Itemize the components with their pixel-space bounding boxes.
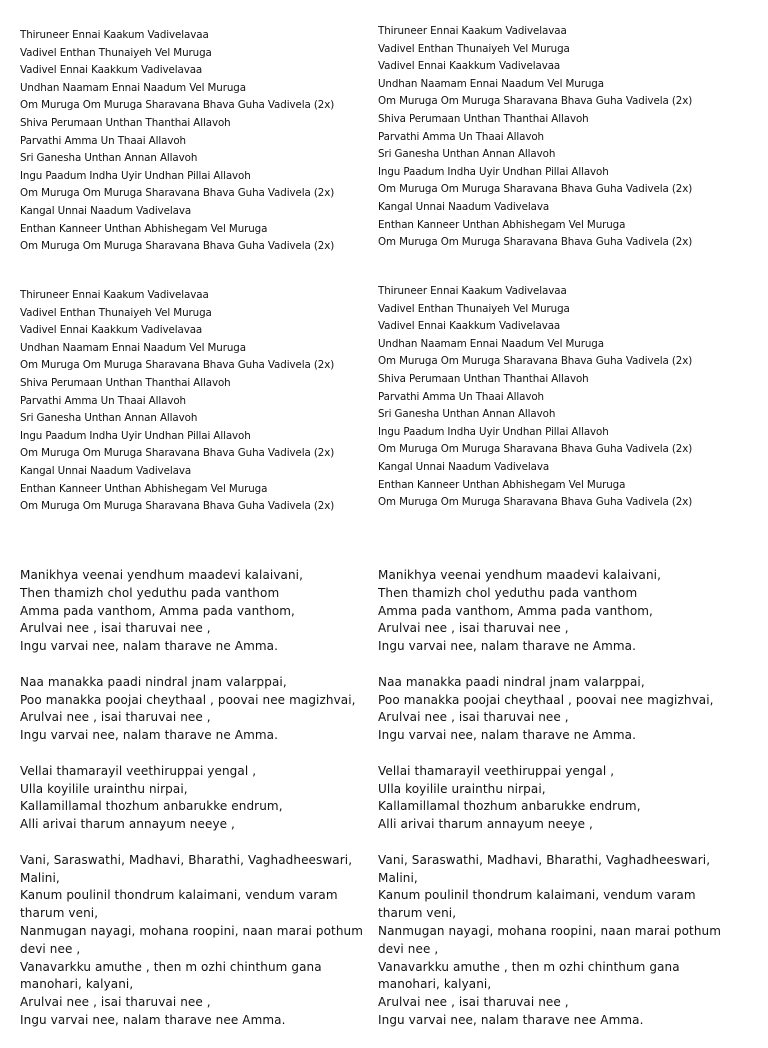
lyric-line: Vadivel Enthan Thunaiyeh Vel Muruga	[20, 46, 212, 59]
lyric-line: Shiva Perumaan Unthan Thanthai Allavoh	[20, 376, 231, 389]
lyric-line: Ingu Paadum Indha Uyir Undhan Pillai Allavoh	[378, 165, 609, 178]
lyric-line: Naa manakka paadi nindral jnam valarppai,	[378, 674, 645, 689]
lyric-line: Om Muruga Om Muruga Sharavana Bhava Guha Vadivela (2x)	[20, 240, 335, 253]
stanza	[20, 763, 385, 834]
lyric-line: Parvathi Amma Un Thaai Allavoh	[378, 130, 544, 143]
lyric-line: Om Muruga Om Muruga Sharavana Bhava Guha Vadivela (2x)	[20, 500, 335, 513]
lyric-line: Malini,	[378, 870, 418, 885]
lyric-line: Enthan Kanneer Unthan Abhishegam Vel Muruga	[378, 478, 626, 491]
lyric-line: Om Muruga Om Muruga Sharavana Bhava Guha Vadivela (2x)	[378, 183, 693, 196]
lyric-line: Arulvai nee , isai tharuvai nee ,	[20, 710, 211, 725]
lyric-line: Kanum poulinil thondrum kalaimani, vendum varam	[20, 888, 338, 903]
stanza	[378, 763, 743, 834]
lyric-line: Ingu varvai nee, nalam tharave ne Amma.	[20, 639, 279, 654]
lyric-line: Parvathi Amma Un Thaai Allavoh	[20, 134, 186, 147]
lyric-line: Naa manakka paadi nindral jnam valarppai,	[20, 674, 287, 689]
lyric-line: Om Muruga Om Muruga Sharavana Bhava Guha Vadivela (2x)	[378, 355, 693, 368]
lyric-line: manohari, kalyani,	[20, 977, 134, 992]
lyric-line: Vani, Saraswathi, Madhavi, Bharathi, Vaghadheeswari,	[378, 852, 711, 867]
lyric-line: Arulvai nee , isai tharuvai nee ,	[20, 995, 211, 1010]
lyric-line: Vadivel Ennai Kaakkum Vadivelavaa	[20, 324, 203, 337]
lyric-line: Om Muruga Om Muruga Sharavana Bhava Guha Vadivela (2x)	[20, 359, 335, 372]
lyric-line: Amma pada vanthom, Amma pada vanthom,	[378, 603, 653, 618]
lyric-line: Sri Ganesha Unthan Annan Allavoh	[20, 152, 198, 165]
lyric-line: Kangal Unnai Naadum Vadivelava	[378, 200, 550, 213]
song1-block-middle-left	[20, 287, 385, 516]
lyric-line: Om Muruga Om Muruga Sharavana Bhava Guha Vadivela (2x)	[378, 95, 693, 108]
lyric-line: Kangal Unnai Naadum Vadivelava	[20, 464, 192, 477]
stanza	[20, 567, 385, 656]
lyric-line: Shiva Perumaan Unthan Thanthai Allavoh	[20, 116, 231, 129]
lyric-line: Amma pada vanthom, Amma pada vanthom,	[20, 603, 295, 618]
lyric-line: Om Muruga Om Muruga Sharavana Bhava Guha Vadivela (2x)	[378, 443, 693, 456]
lyric-line: Kallamillamal thozhum anbarukke endrum,	[378, 799, 641, 814]
lyric-line: Nanmugan nayagi, mohana roopini, naan marai pothum	[378, 923, 722, 938]
stanza	[378, 567, 743, 656]
lyric-line: Ulla koyilile urainthu nirpai,	[378, 781, 546, 796]
stanza	[378, 852, 743, 1030]
lyric-line: Alli arivai tharum annayum neeye ,	[20, 817, 235, 832]
lyric-line: Vanavarkku amuthe , then m ozhi chinthum gana	[378, 959, 680, 974]
lyric-line: Manikhya veenai yendhum maadevi kalaivani,	[20, 568, 304, 582]
lyric-line: manohari, kalyani,	[378, 977, 492, 992]
lyric-line: Vadivel Ennai Kaakkum Vadivelavaa	[378, 60, 561, 73]
lyric-line: Kangal Unnai Naadum Vadivelava	[378, 460, 550, 473]
lyric-line: Parvathi Amma Un Thaai Allavoh	[20, 394, 186, 407]
lyric-line: Shiva Perumaan Unthan Thanthai Allavoh	[378, 112, 589, 125]
lyric-line: Undhan Naamam Ennai Naadum Vel Muruga	[378, 77, 604, 90]
lyric-line: Arulvai nee , isai tharuvai nee ,	[378, 710, 569, 725]
lyric-line: Parvathi Amma Un Thaai Allavoh	[378, 390, 544, 403]
lyric-line: Om Muruga Om Muruga Sharavana Bhava Guha Vadivela (2x)	[20, 99, 335, 112]
lyric-line: Ingu Paadum Indha Uyir Undhan Pillai Allavoh	[20, 429, 251, 442]
lyric-line: Sri Ganesha Unthan Annan Allavoh	[378, 148, 556, 161]
lyric-line: tharum veni,	[378, 906, 457, 921]
lyric-line: Vadivel Enthan Thunaiyeh Vel Muruga	[20, 306, 212, 319]
lyric-line: tharum veni,	[20, 906, 99, 921]
lyric-line: Vani, Saraswathi, Madhavi, Bharathi, Vaghadheeswari,	[20, 852, 353, 867]
lyric-line: Sri Ganesha Unthan Annan Allavoh	[378, 408, 556, 421]
lyric-line: Thiruneer Ennai Kaakum Vadivelavaa	[378, 285, 567, 297]
lyric-line: Enthan Kanneer Unthan Abhishegam Vel Muruga	[378, 218, 626, 231]
lyric-line: Om Muruga Om Muruga Sharavana Bhava Guha Vadivela (2x)	[20, 447, 335, 460]
lyric-line: Shiva Perumaan Unthan Thanthai Allavoh	[378, 372, 589, 385]
lyric-line: Undhan Naamam Ennai Naadum Vel Muruga	[378, 337, 604, 350]
lyric-line: Poo manakka poojai cheythaal , poovai nee magizhvai,	[378, 692, 714, 707]
stanza	[378, 674, 743, 745]
song1-block-middle-right	[378, 283, 743, 512]
lyric-line: Ingu varvai nee, nalam tharave ne Amma.	[378, 639, 637, 654]
lyric-line: Vellai thamarayil veethiruppai yengal ,	[378, 763, 615, 778]
lyric-line: Ulla koyilile urainthu nirpai,	[20, 781, 188, 796]
lyric-line: Alli arivai tharum annayum neeye ,	[378, 817, 593, 832]
lyric-line: Ingu varvai nee, nalam tharave nee Amma.	[378, 1012, 644, 1027]
song2-block-bottom-right	[378, 567, 743, 1048]
lyric-line: Vadivel Ennai Kaakkum Vadivelavaa	[378, 320, 561, 333]
lyric-line: Ingu varvai nee, nalam tharave nee Amma.	[20, 1012, 286, 1027]
lyric-line: Ingu Paadum Indha Uyir Undhan Pillai Allavoh	[20, 169, 251, 182]
lyric-line: Vadivel Enthan Thunaiyeh Vel Muruga	[378, 302, 570, 315]
lyric-line: Arulvai nee , isai tharuvai nee ,	[378, 621, 569, 636]
lyric-line: Om Muruga Om Muruga Sharavana Bhava Guha Vadivela (2x)	[378, 496, 693, 509]
lyric-line: Thiruneer Ennai Kaakum Vadivelavaa	[378, 25, 567, 37]
lyric-line: Undhan Naamam Ennai Naadum Vel Muruga	[20, 341, 246, 354]
song1-block-top-right	[378, 23, 743, 252]
song1-block-top-left	[20, 27, 385, 256]
lyric-line: Enthan Kanneer Unthan Abhishegam Vel Muruga	[20, 222, 268, 235]
lyric-line: Vellai thamarayil veethiruppai yengal ,	[20, 763, 257, 778]
lyric-line: Manikhya veenai yendhum maadevi kalaivani,	[378, 568, 662, 582]
lyric-line: Malini,	[20, 870, 60, 885]
lyric-line: Nanmugan nayagi, mohana roopini, naan marai pothum	[20, 923, 364, 938]
lyric-line: Thiruneer Ennai Kaakum Vadivelavaa	[20, 29, 209, 41]
lyric-line: Ingu varvai nee, nalam tharave ne Amma.	[378, 728, 637, 743]
lyric-line: Vanavarkku amuthe , then m ozhi chinthum gana	[20, 959, 322, 974]
lyric-line: Om Muruga Om Muruga Sharavana Bhava Guha Vadivela (2x)	[378, 236, 693, 249]
lyric-line: Arulvai nee , isai tharuvai nee ,	[378, 995, 569, 1010]
lyric-line: devi nee ,	[378, 941, 439, 956]
lyric-line: Ingu Paadum Indha Uyir Undhan Pillai Allavoh	[378, 425, 609, 438]
lyric-line: Arulvai nee , isai tharuvai nee ,	[20, 621, 211, 636]
lyric-line: Enthan Kanneer Unthan Abhishegam Vel Muruga	[20, 482, 268, 495]
lyric-line: Vadivel Ennai Kaakkum Vadivelavaa	[20, 64, 203, 77]
lyric-line: Kanum poulinil thondrum kalaimani, vendum varam	[378, 888, 696, 903]
song2-block-bottom-left	[20, 567, 385, 1048]
lyric-line: Ingu varvai nee, nalam tharave ne Amma.	[20, 728, 279, 743]
lyric-line: Vadivel Enthan Thunaiyeh Vel Muruga	[378, 42, 570, 55]
lyric-line: Poo manakka poojai cheythaal , poovai nee magizhvai,	[20, 692, 356, 707]
lyric-line: devi nee ,	[20, 941, 81, 956]
lyric-line: Om Muruga Om Muruga Sharavana Bhava Guha Vadivela (2x)	[20, 187, 335, 200]
lyric-line: Undhan Naamam Ennai Naadum Vel Muruga	[20, 81, 246, 94]
stanza	[20, 674, 385, 745]
lyric-line: Then thamizh chol yeduthu pada vanthom	[20, 585, 280, 600]
lyric-line: Sri Ganesha Unthan Annan Allavoh	[20, 412, 198, 425]
stanza	[20, 852, 385, 1030]
lyric-line: Then thamizh chol yeduthu pada vanthom	[378, 585, 638, 600]
lyric-line: Kallamillamal thozhum anbarukke endrum,	[20, 799, 283, 814]
lyric-line: Thiruneer Ennai Kaakum Vadivelavaa	[20, 289, 209, 301]
lyric-line: Kangal Unnai Naadum Vadivelava	[20, 204, 192, 217]
